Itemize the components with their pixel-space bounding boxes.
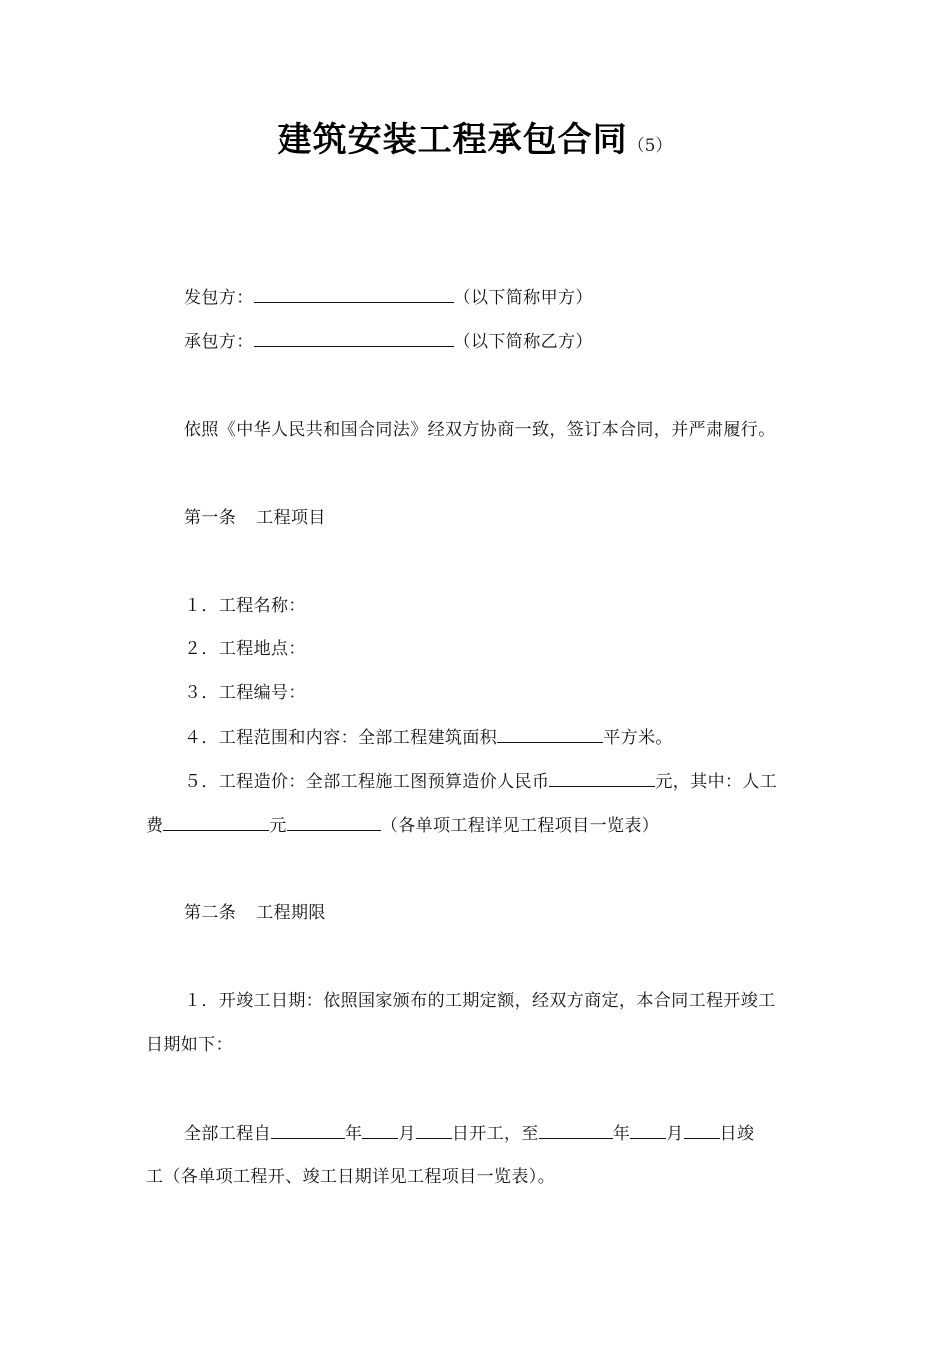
start-day-blank xyxy=(416,1121,452,1139)
issuer-alias: （以下简称甲方） xyxy=(453,288,593,308)
start-year-blank xyxy=(271,1121,345,1139)
article2-item1-cont: 日期如下： xyxy=(146,1035,233,1055)
schedule-line xyxy=(184,1121,754,1146)
area-blank xyxy=(497,725,603,743)
end-month-blank xyxy=(630,1121,666,1139)
article2-number: 第二条 xyxy=(184,903,237,923)
article2-heading xyxy=(184,901,326,925)
labor-blank xyxy=(163,813,269,831)
contractor-alias: （以下简称乙方） xyxy=(453,332,593,352)
article1-item5 xyxy=(184,769,777,794)
end-year-blank xyxy=(539,1121,613,1139)
item5-prefix: ５．工程造价：全部工程施工图预算造价人民币 xyxy=(184,772,550,792)
article1-item2: ２．工程地点： xyxy=(184,639,306,659)
item5-note: （各单项工程详见工程项目一览表） xyxy=(380,816,660,836)
cost-blank xyxy=(549,769,655,787)
item5-mid: 元，其中：人工 xyxy=(655,772,778,792)
start-month-label: 月 xyxy=(398,1124,416,1144)
contract-title xyxy=(0,112,950,161)
issuer-line xyxy=(184,285,593,310)
start-day-label: 日开工，至 xyxy=(451,1124,539,1144)
contractor-line xyxy=(184,329,593,354)
title-text: 建筑安装工程承包合同 xyxy=(277,120,628,160)
end-day-blank xyxy=(684,1121,720,1139)
article1-number: 第一条 xyxy=(184,508,237,528)
schedule-start: 全部工程自 xyxy=(184,1124,271,1144)
start-year-label: 年 xyxy=(345,1124,363,1144)
title-suffix: （5） xyxy=(627,136,673,156)
item5-fee: 费 xyxy=(146,816,164,836)
schedule-line-cont: 工（各单项工程开、竣工日期详见工程项目一览表）。 xyxy=(146,1167,556,1187)
contractor-label: 承包方： xyxy=(184,332,254,352)
end-month-label: 月 xyxy=(666,1124,684,1144)
item4-suffix: 平方米。 xyxy=(603,728,673,748)
issuer-label: 发包方： xyxy=(184,288,254,308)
start-month-blank xyxy=(362,1121,398,1139)
article1-heading xyxy=(184,506,326,530)
article1-item5-cont xyxy=(146,813,659,838)
issuer-blank xyxy=(254,285,454,303)
article1-item3: ３．工程编号： xyxy=(184,683,306,703)
article2-item1: １．开竣工日期：依照国家颁布的工期定额，经双方商定，本合同工程开竣工 xyxy=(184,991,776,1011)
item5-yuan: 元 xyxy=(269,816,287,836)
contractor-blank xyxy=(254,329,454,347)
preamble: 依照《中华人民共和国合同法》经双方协商一致，签订本合同，并严肃履行。 xyxy=(184,420,776,440)
end-year-label: 年 xyxy=(612,1124,631,1144)
article1-item1: １．工程名称： xyxy=(184,596,306,616)
end-day-label: 日竣 xyxy=(719,1124,755,1144)
article1-title: 工程项目 xyxy=(256,508,326,528)
other-blank xyxy=(287,813,381,831)
item4-prefix: ４．工程范围和内容：全部工程建筑面积 xyxy=(184,728,498,748)
article1-item4 xyxy=(184,725,673,750)
article2-title: 工程期限 xyxy=(256,903,326,923)
